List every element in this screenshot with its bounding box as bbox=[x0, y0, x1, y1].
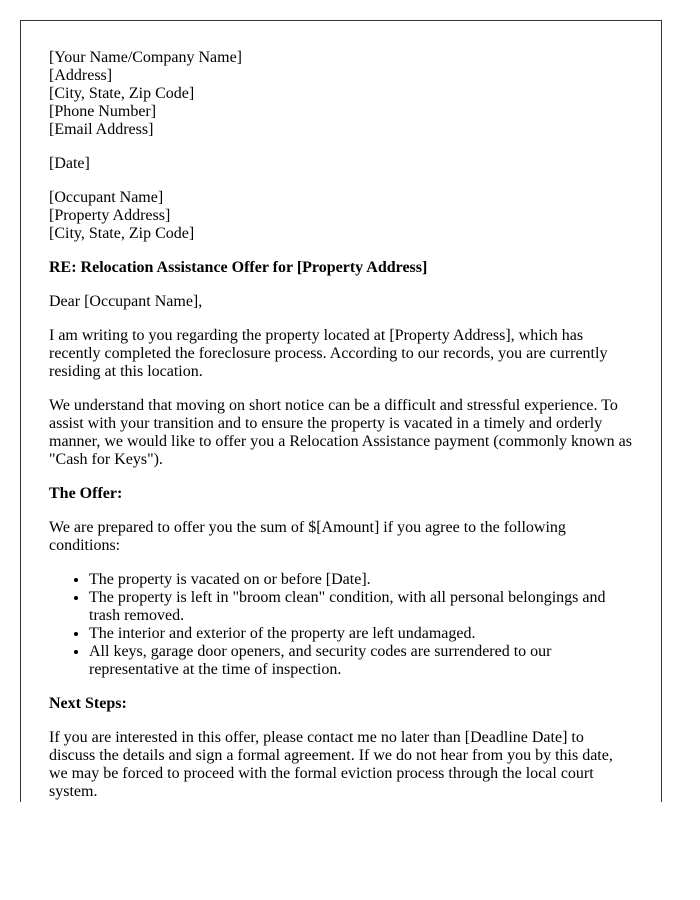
condition-item: • The property is vacated on or before [Date]. bbox=[89, 571, 633, 589]
body-paragraph-assistance: We understand that moving on short notice can be a difficult and stressful experience. To assist with your transition and to ensure the property is vacated in a timely and orderly manner, we would like to offer you a Relocation Assistance payment (commonly known as "Cash for Keys"). bbox=[49, 397, 632, 468]
next-steps-heading: Next Steps: bbox=[49, 695, 127, 712]
condition-item: • The property is left in "broom clean" condition, with all personal belongings and trash removed. bbox=[89, 589, 633, 625]
letter-body bbox=[21, 21, 661, 801]
condition-item: • The interior and exterior of the property are left undamaged. bbox=[89, 625, 633, 643]
offer-conditions-list bbox=[49, 571, 633, 679]
sender-address: [Address] bbox=[49, 67, 113, 84]
next-steps-paragraph: If you are interested in this offer, please contact me no later than [Deadline Date] to discuss the details and sign a formal agreement. If we do not hear from you by this date, we may be forced to proceed with the formal eviction process through the local court system. bbox=[49, 729, 613, 800]
offer-intro: We are prepared to offer you the sum of $[Amount] if you agree to the following conditions: bbox=[49, 519, 566, 554]
sender-name: [Your Name/Company Name] bbox=[49, 49, 243, 66]
body-paragraph-intro: I am writing to you regarding the property located at [Property Address], which has recently completed the foreclosure process. According to our records, you are currently residing at this location. bbox=[49, 327, 608, 380]
offer-heading: The Offer: bbox=[49, 485, 123, 502]
salutation: Dear [Occupant Name], bbox=[49, 293, 203, 310]
recipient-block bbox=[49, 189, 633, 243]
condition-item: • All keys, garage door openers, and security codes are surrendered to our representative at the time of inspection. bbox=[89, 643, 633, 679]
sender-phone: [Phone Number] bbox=[49, 103, 157, 120]
sender-city-state-zip: [City, State, Zip Code] bbox=[49, 85, 195, 102]
subject-line: RE: Relocation Assistance Offer for [Property Address] bbox=[49, 259, 428, 276]
recipient-property-address: [Property Address] bbox=[49, 207, 171, 224]
letter-date: [Date] bbox=[49, 155, 90, 172]
recipient-name: [Occupant Name] bbox=[49, 189, 164, 206]
sender-email: [Email Address] bbox=[49, 121, 154, 138]
recipient-city-state-zip: [City, State, Zip Code] bbox=[49, 225, 195, 242]
sender-block bbox=[49, 49, 633, 139]
letter-page bbox=[20, 20, 662, 802]
